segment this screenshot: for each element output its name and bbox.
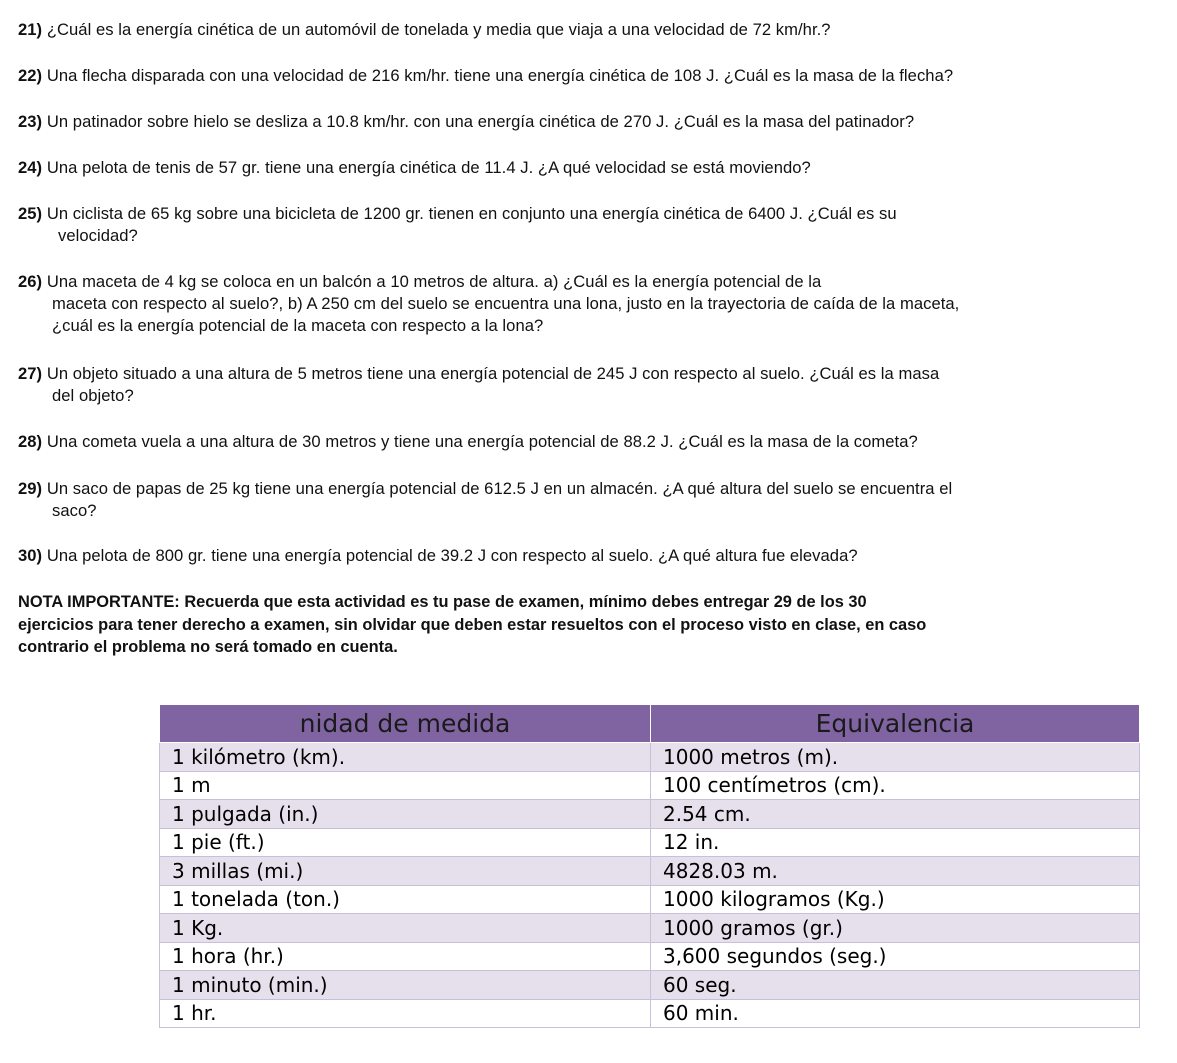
problem-number: 29) bbox=[18, 479, 43, 498]
problem-27 bbox=[18, 363, 1158, 407]
equivalence-cell: 1000 kilogramos (Kg.) bbox=[651, 885, 1140, 914]
table-row bbox=[160, 999, 1140, 1028]
problem-text-continued: maceta con respecto al suelo?, b) A 250 cm del suelo se encuentra una lona, justo en la trayectoria de caída de la maceta, bbox=[52, 294, 960, 313]
problem-29 bbox=[18, 478, 1158, 522]
equivalence-cell: 2.54 cm. bbox=[651, 800, 1140, 829]
equivalence-cell: 60 seg. bbox=[651, 971, 1140, 1000]
problem-26 bbox=[18, 271, 1158, 337]
problem-number: 24) bbox=[18, 158, 43, 177]
table-row bbox=[160, 771, 1140, 800]
problem-text: ¿Cuál es la energía cinética de un automóvil de tonelada y media que viaja a una velocidad de 72 km/hr.? bbox=[46, 20, 831, 39]
problem-text-continued: velocidad? bbox=[58, 226, 138, 245]
problem-text-continued: ¿cuál es la energía potencial de la maceta con respecto a la lona? bbox=[52, 316, 544, 335]
problem-text: Una maceta de 4 kg se coloca en un balcón a 10 metros de altura. a) ¿Cuál es la energía potencial de la bbox=[46, 272, 822, 291]
table-row bbox=[160, 914, 1140, 943]
problem-21 bbox=[18, 19, 1158, 41]
note-line: NOTA IMPORTANTE: Recuerda que esta actividad es tu pase de examen, mínimo debes entregar 29 de los 30 bbox=[18, 593, 867, 611]
problem-number: 23) bbox=[18, 112, 43, 131]
problem-text: Una flecha disparada con una velocidad de 216 km/hr. tiene una energía cinética de 108 J. ¿Cuál es la masa de la flecha? bbox=[46, 66, 954, 85]
equivalence-cell: 60 min. bbox=[651, 999, 1140, 1028]
equivalence-cell: 1000 metros (m). bbox=[651, 743, 1140, 772]
table-row bbox=[160, 971, 1140, 1000]
problem-text: Un ciclista de 65 kg sobre una bicicleta de 1200 gr. tienen en conjunto una energía cinética de 6400 J. ¿Cuál es su bbox=[46, 204, 897, 223]
unit-cell: 1 hr. bbox=[160, 999, 651, 1028]
note-line: ejercicios para tener derecho a examen, sin olvidar que deben estar resueltos con el proceso visto en clase, en caso bbox=[18, 615, 927, 634]
problem-text: Una pelota de 800 gr. tiene una energía potencial de 39.2 J con respecto al suelo. ¿A qué altura fue elevada? bbox=[46, 546, 858, 565]
problem-number: 22) bbox=[18, 66, 43, 85]
table-row bbox=[160, 857, 1140, 886]
table-row bbox=[160, 828, 1140, 857]
problem-text-continued: del objeto? bbox=[52, 386, 134, 405]
important-note bbox=[18, 591, 1158, 659]
unit-cell: 1 minuto (min.) bbox=[160, 971, 651, 1000]
problem-number: 25) bbox=[18, 204, 43, 223]
table-row bbox=[160, 942, 1140, 971]
problem-text: Un objeto situado a una altura de 5 metros tiene una energía potencial de 245 J con respecto al suelo. ¿Cuál es la masa bbox=[46, 364, 940, 383]
table-header-row bbox=[160, 705, 1140, 743]
problem-28 bbox=[18, 431, 1158, 453]
table-row bbox=[160, 800, 1140, 829]
problem-number: 21) bbox=[18, 20, 43, 39]
problem-25 bbox=[18, 203, 1158, 247]
problem-22 bbox=[18, 65, 1158, 87]
table-row bbox=[160, 885, 1140, 914]
table-row bbox=[160, 743, 1140, 772]
problem-text: Una pelota de tenis de 57 gr. tiene una energía cinética de 11.4 J. ¿A qué velocidad se está moviendo? bbox=[46, 158, 811, 177]
problem-number: 28) bbox=[18, 432, 43, 451]
unit-cell: 1 hora (hr.) bbox=[160, 942, 651, 971]
column-header-unit: nidad de medida bbox=[160, 705, 651, 743]
unit-cell: 1 pie (ft.) bbox=[160, 828, 651, 857]
equivalence-cell: 4828.03 m. bbox=[651, 857, 1140, 886]
unit-cell: 3 millas (mi.) bbox=[160, 857, 651, 886]
note-line: contrario el problema no será tomado en cuenta. bbox=[18, 638, 398, 656]
unit-cell: 1 m bbox=[160, 771, 651, 800]
problem-text-continued: saco? bbox=[52, 501, 97, 520]
problem-24 bbox=[18, 157, 1158, 179]
unit-cell: 1 tonelada (ton.) bbox=[160, 885, 651, 914]
problem-number: 27) bbox=[18, 364, 43, 383]
equivalence-cell: 1000 gramos (gr.) bbox=[651, 914, 1140, 943]
unit-cell: 1 Kg. bbox=[160, 914, 651, 943]
problem-23 bbox=[18, 111, 1158, 133]
equivalence-cell: 12 in. bbox=[651, 828, 1140, 857]
equivalence-cell: 3,600 segundos (seg.) bbox=[651, 942, 1140, 971]
unit-cell: 1 pulgada (in.) bbox=[160, 800, 651, 829]
problem-text: Un patinador sobre hielo se desliza a 10.8 km/hr. con una energía cinética de 270 J. ¿Cuál es la masa del patinador? bbox=[46, 112, 915, 131]
column-header-equivalence: Equivalencia bbox=[651, 705, 1140, 743]
problem-number: 26) bbox=[18, 272, 43, 291]
problem-30 bbox=[18, 545, 1158, 567]
unit-cell: 1 kilómetro (km). bbox=[160, 743, 651, 772]
problem-number: 30) bbox=[18, 546, 43, 565]
problem-text: Una cometa vuela a una altura de 30 metros y tiene una energía potencial de 88.2 J. ¿Cuál es la masa de la cometa? bbox=[46, 432, 918, 451]
problem-text: Un saco de papas de 25 kg tiene una energía potencial de 612.5 J en un almacén. ¿A qué altura del suelo se encuentra el bbox=[46, 479, 953, 498]
units-equivalence-table bbox=[159, 704, 1140, 1028]
equivalence-cell: 100 centímetros (cm). bbox=[651, 771, 1140, 800]
